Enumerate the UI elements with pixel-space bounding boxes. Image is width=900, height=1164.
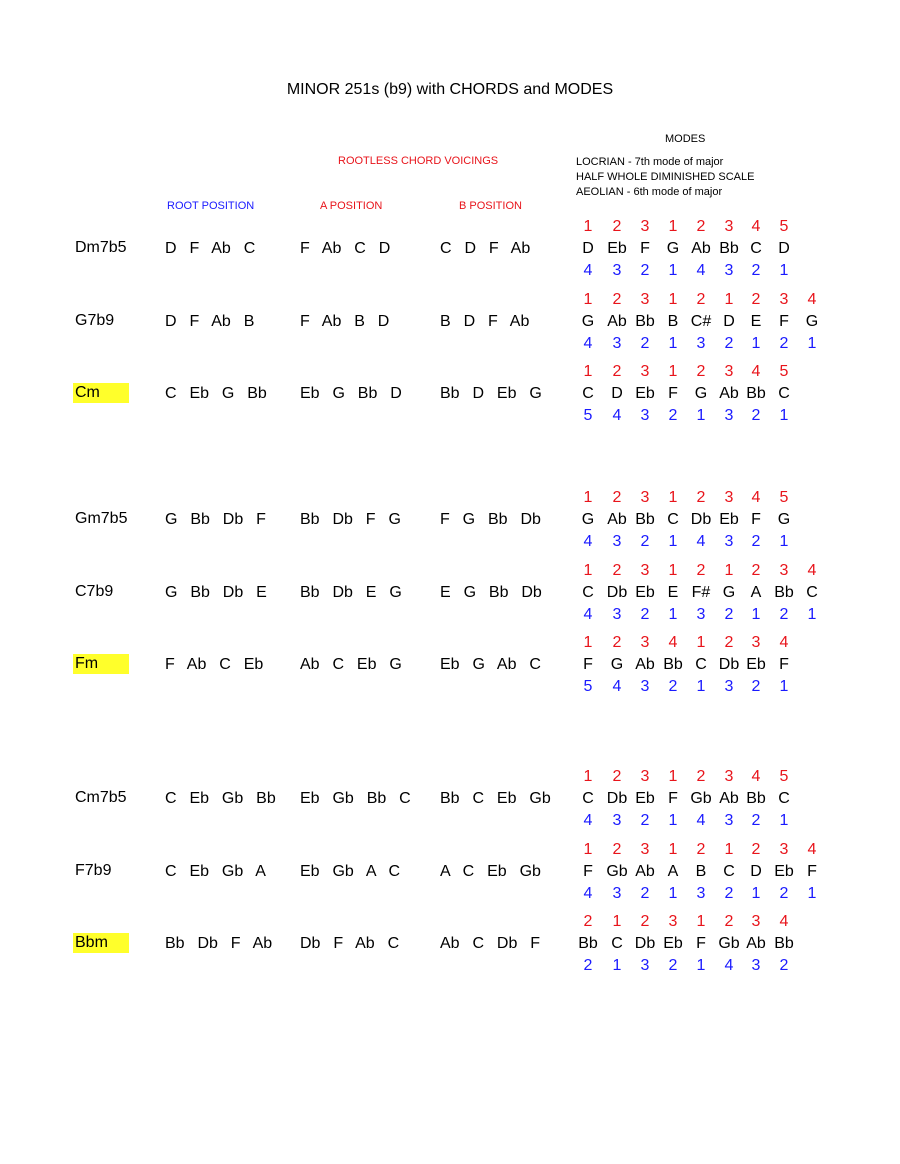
scale-degree: 1: [668, 218, 678, 235]
scale-degree: 2: [751, 562, 761, 579]
finger-number: 1: [779, 407, 789, 424]
scale-degree: 3: [640, 363, 650, 380]
scale-degree: 3: [640, 562, 650, 579]
mode-note: G: [666, 240, 680, 257]
scale-degree: 1: [583, 634, 593, 651]
mode-note: F: [779, 656, 789, 673]
scale-degree: 3: [640, 634, 650, 651]
b-position-voicing: Bb D Eb G: [440, 385, 542, 402]
root-position-voicing: G Bb Db F: [165, 511, 266, 528]
scale-degree: 3: [724, 363, 734, 380]
mode-note: B: [695, 863, 707, 880]
finger-number: 1: [751, 335, 761, 352]
finger-number: 4: [724, 957, 734, 974]
a-position-voicing: Bb Db F G: [300, 511, 401, 528]
mode-note: F: [583, 863, 593, 880]
finger-number: 3: [696, 335, 706, 352]
finger-number: 1: [696, 407, 706, 424]
finger-number: 5: [583, 407, 593, 424]
chord-name: Fm: [73, 654, 129, 674]
mode-note: Eb: [719, 511, 739, 528]
scale-degree: 2: [612, 562, 622, 579]
a-position-voicing: Db F Ab C: [300, 935, 400, 952]
a-position-voicing: F Ab C D: [300, 240, 391, 257]
mode-note: C: [611, 935, 623, 952]
scale-degree: 2: [583, 913, 593, 930]
finger-number: 2: [724, 606, 734, 623]
finger-number: 3: [724, 812, 734, 829]
mode-note: F: [640, 240, 650, 257]
finger-number: 4: [583, 533, 593, 550]
finger-number: 2: [640, 533, 650, 550]
finger-number: 3: [751, 957, 761, 974]
mode-note: Bb: [719, 240, 739, 257]
scale-degree: 2: [612, 841, 622, 858]
b-position-voicing: E G Bb Db: [440, 584, 542, 601]
scale-degree: 5: [779, 363, 789, 380]
finger-number: 3: [612, 606, 622, 623]
chord-name: Cm7b5: [75, 789, 127, 806]
finger-number: 2: [583, 957, 593, 974]
finger-number: 1: [668, 812, 678, 829]
root-position-voicing: C Eb Gb A: [165, 863, 266, 880]
scale-degree: 2: [640, 913, 650, 930]
finger-number: 4: [583, 606, 593, 623]
mode-note: F: [807, 863, 817, 880]
scale-degree: 2: [724, 634, 734, 651]
finger-number: 2: [640, 812, 650, 829]
scale-degree: 2: [696, 489, 706, 506]
chord-name: Dm7b5: [75, 239, 127, 256]
mode-note: Gb: [690, 790, 712, 807]
scale-degree: 2: [612, 218, 622, 235]
mode-note: Ab: [607, 313, 627, 330]
mode-note: F: [779, 313, 789, 330]
scale-degree: 1: [583, 218, 593, 235]
mode-note: C: [695, 656, 707, 673]
mode-note: Bb: [746, 385, 766, 402]
scale-degree: 2: [696, 768, 706, 785]
mode-note: F: [668, 790, 678, 807]
chord-name: F7b9: [75, 862, 112, 879]
chord-name: Gm7b5: [75, 510, 128, 527]
finger-number: 1: [779, 262, 789, 279]
scale-degree: 2: [751, 291, 761, 308]
root-position-voicing: D F Ab B: [165, 313, 255, 330]
mode-note: Db: [606, 584, 628, 601]
mode-note: D: [778, 240, 790, 257]
scale-degree: 2: [696, 218, 706, 235]
mode-note: E: [750, 313, 762, 330]
scale-degree: 3: [640, 218, 650, 235]
root-position-header: ROOT POSITION: [167, 200, 255, 212]
finger-number: 4: [583, 262, 593, 279]
mode-note: C: [778, 790, 790, 807]
chord-name: Bbm: [73, 933, 129, 953]
b-position-voicing: C D F Ab: [440, 240, 531, 257]
scale-degree: 2: [612, 363, 622, 380]
finger-number: 3: [640, 407, 650, 424]
mode-note: C#: [690, 313, 712, 330]
scale-degree: 3: [751, 913, 761, 930]
finger-number: 2: [640, 606, 650, 623]
mode-note: A: [750, 584, 762, 601]
scale-degree: 1: [696, 634, 706, 651]
finger-number: 2: [724, 885, 734, 902]
scale-degree: 1: [668, 291, 678, 308]
scale-degree: 1: [583, 489, 593, 506]
scale-degree: 3: [640, 768, 650, 785]
mode-note: Bb: [774, 935, 794, 952]
root-position-voicing: G Bb Db E: [165, 584, 267, 601]
scale-degree: 1: [583, 562, 593, 579]
mode-note: Bb: [635, 511, 655, 528]
a-position-voicing: Ab C Eb G: [300, 656, 402, 673]
finger-number: 2: [668, 957, 678, 974]
b-position-voicing: Eb G Ab C: [440, 656, 541, 673]
mode-note-half-whole: HALF WHOLE DIMINISHED SCALE: [576, 171, 755, 183]
finger-number: 3: [612, 262, 622, 279]
mode-note: C: [723, 863, 735, 880]
finger-number: 3: [724, 407, 734, 424]
scale-degree: 2: [696, 841, 706, 858]
finger-number: 1: [751, 606, 761, 623]
mode-note: G: [581, 511, 595, 528]
mode-note: Ab: [635, 656, 655, 673]
mode-note: Bb: [578, 935, 598, 952]
b-position-voicing: B D F Ab: [440, 313, 530, 330]
mode-note: Eb: [635, 584, 655, 601]
chord-name: G7b9: [75, 312, 115, 329]
scale-degree: 2: [696, 291, 706, 308]
finger-number: 3: [640, 957, 650, 974]
finger-number: 2: [751, 262, 761, 279]
scale-degree: 1: [668, 562, 678, 579]
b-position-header: B POSITION: [459, 200, 522, 212]
scale-degree: 3: [668, 913, 678, 930]
scale-degree: 1: [668, 489, 678, 506]
mode-note: Bb: [635, 313, 655, 330]
scale-degree: 5: [779, 489, 789, 506]
mode-note: C: [778, 385, 790, 402]
finger-number: 1: [779, 678, 789, 695]
finger-number: 5: [583, 678, 593, 695]
scale-degree: 1: [583, 841, 593, 858]
scale-degree: 4: [807, 562, 817, 579]
mode-note: Eb: [663, 935, 683, 952]
scale-degree: 2: [612, 489, 622, 506]
finger-number: 1: [668, 885, 678, 902]
finger-number: 1: [612, 957, 622, 974]
finger-number: 1: [668, 606, 678, 623]
scale-degree: 3: [779, 291, 789, 308]
scale-degree: 2: [696, 562, 706, 579]
finger-number: 3: [724, 262, 734, 279]
finger-number: 2: [751, 812, 761, 829]
scale-degree: 5: [779, 218, 789, 235]
finger-number: 4: [612, 678, 622, 695]
scale-degree: 3: [751, 634, 761, 651]
scale-degree: 4: [779, 913, 789, 930]
finger-number: 2: [779, 957, 789, 974]
finger-number: 3: [612, 885, 622, 902]
finger-number: 3: [612, 335, 622, 352]
a-position-voicing: Eb G Bb D: [300, 385, 402, 402]
finger-number: 3: [696, 606, 706, 623]
finger-number: 3: [724, 678, 734, 695]
a-position-voicing: Bb Db E G: [300, 584, 402, 601]
mode-note: G: [610, 656, 624, 673]
scale-degree: 2: [612, 291, 622, 308]
scale-degree: 1: [668, 363, 678, 380]
scale-degree: 3: [640, 841, 650, 858]
mode-note: G: [805, 313, 819, 330]
root-position-voicing: F Ab C Eb: [165, 656, 264, 673]
b-position-voicing: Ab C Db F: [440, 935, 541, 952]
scale-degree: 4: [751, 218, 761, 235]
b-position-voicing: Bb C Eb Gb: [440, 790, 551, 807]
mode-note: Db: [718, 656, 740, 673]
mode-note: F: [751, 511, 761, 528]
mode-note: Ab: [719, 385, 739, 402]
mode-note: Ab: [607, 511, 627, 528]
a-position-voicing: F Ab B D: [300, 313, 390, 330]
mode-note: C: [582, 790, 594, 807]
finger-number: 1: [696, 678, 706, 695]
finger-number: 2: [640, 885, 650, 902]
scale-degree: 3: [779, 841, 789, 858]
mode-note: Ab: [719, 790, 739, 807]
mode-note: Bb: [663, 656, 683, 673]
mode-note: E: [667, 584, 679, 601]
mode-note: C: [582, 385, 594, 402]
mode-note: Eb: [635, 790, 655, 807]
finger-number: 2: [779, 335, 789, 352]
mode-note: B: [667, 313, 679, 330]
finger-number: 3: [724, 533, 734, 550]
mode-note: Bb: [774, 584, 794, 601]
scale-degree: 3: [640, 291, 650, 308]
finger-number: 1: [807, 885, 817, 902]
a-position-voicing: Eb Gb A C: [300, 863, 401, 880]
mode-note: G: [777, 511, 791, 528]
finger-number: 4: [583, 335, 593, 352]
mode-note: Bb: [746, 790, 766, 807]
mode-note: Db: [606, 790, 628, 807]
finger-number: 2: [640, 262, 650, 279]
mode-note: Eb: [607, 240, 627, 257]
finger-number: 3: [612, 533, 622, 550]
scale-degree: 3: [724, 489, 734, 506]
mode-note: Eb: [746, 656, 766, 673]
rootless-voicings-header: ROOTLESS CHORD VOICINGS: [338, 155, 499, 167]
mode-note: F: [668, 385, 678, 402]
scale-degree: 2: [612, 634, 622, 651]
root-position-voicing: Bb Db F Ab: [165, 935, 273, 952]
scale-degree: 1: [724, 562, 734, 579]
finger-number: 2: [751, 533, 761, 550]
mode-note: D: [750, 863, 762, 880]
chord-name: Cm: [73, 383, 129, 403]
mode-note: G: [722, 584, 736, 601]
finger-number: 1: [807, 606, 817, 623]
finger-number: 1: [779, 812, 789, 829]
finger-number: 4: [696, 812, 706, 829]
mode-note: C: [667, 511, 679, 528]
finger-number: 1: [668, 533, 678, 550]
scale-degree: 4: [751, 768, 761, 785]
mode-note: Ab: [691, 240, 711, 257]
finger-number: 1: [668, 262, 678, 279]
mode-note: Db: [634, 935, 656, 952]
scale-degree: 3: [724, 768, 734, 785]
root-position-voicing: C Eb G Bb: [165, 385, 267, 402]
finger-number: 4: [696, 262, 706, 279]
mode-note: Ab: [746, 935, 766, 952]
scale-degree: 4: [751, 363, 761, 380]
scale-degree: 1: [583, 363, 593, 380]
mode-note: D: [611, 385, 623, 402]
scale-degree: 4: [807, 291, 817, 308]
mode-note: C: [750, 240, 762, 257]
mode-note: Gb: [606, 863, 628, 880]
scale-degree: 4: [807, 841, 817, 858]
mode-note: Db: [690, 511, 712, 528]
finger-number: 1: [668, 335, 678, 352]
root-position-voicing: C Eb Gb Bb: [165, 790, 276, 807]
finger-number: 1: [696, 957, 706, 974]
b-position-voicing: F G Bb Db: [440, 511, 541, 528]
mode-note: G: [581, 313, 595, 330]
finger-number: 2: [724, 335, 734, 352]
finger-number: 3: [640, 678, 650, 695]
mode-note: D: [582, 240, 594, 257]
scale-degree: 3: [724, 218, 734, 235]
b-position-voicing: A C Eb Gb: [440, 863, 541, 880]
finger-number: 1: [807, 335, 817, 352]
scale-degree: 1: [668, 841, 678, 858]
mode-note-locrian: LOCRIAN - 7th mode of major: [576, 156, 724, 168]
scale-degree: 5: [779, 768, 789, 785]
a-position-header: A POSITION: [320, 200, 383, 212]
scale-degree: 2: [724, 913, 734, 930]
chord-name: C7b9: [75, 583, 114, 600]
finger-number: 1: [751, 885, 761, 902]
root-position-voicing: D F Ab C: [165, 240, 256, 257]
finger-number: 2: [779, 606, 789, 623]
scale-degree: 3: [640, 489, 650, 506]
finger-number: 2: [640, 335, 650, 352]
mode-note: A: [667, 863, 679, 880]
mode-note: C: [806, 584, 818, 601]
scale-degree: 2: [612, 768, 622, 785]
finger-number: 2: [751, 678, 761, 695]
scale-degree: 1: [583, 291, 593, 308]
finger-number: 2: [751, 407, 761, 424]
scale-degree: 1: [696, 913, 706, 930]
scale-degree: 4: [668, 634, 678, 651]
scale-degree: 1: [583, 768, 593, 785]
finger-number: 1: [779, 533, 789, 550]
mode-note: F: [696, 935, 706, 952]
mode-note: F: [583, 656, 593, 673]
mode-note: Eb: [774, 863, 794, 880]
page-title: MINOR 251s (b9) with CHORDS and MODES: [286, 81, 614, 98]
mode-note: Gb: [718, 935, 740, 952]
scale-degree: 1: [724, 841, 734, 858]
scale-degree: 1: [612, 913, 622, 930]
a-position-voicing: Eb Gb Bb C: [300, 790, 411, 807]
scale-degree: 2: [751, 841, 761, 858]
finger-number: 2: [668, 407, 678, 424]
mode-note: C: [582, 584, 594, 601]
mode-note: G: [694, 385, 708, 402]
scale-degree: 1: [668, 768, 678, 785]
modes-header: MODES: [665, 133, 706, 145]
finger-number: 4: [583, 885, 593, 902]
finger-number: 2: [779, 885, 789, 902]
finger-number: 2: [668, 678, 678, 695]
scale-degree: 1: [724, 291, 734, 308]
finger-number: 3: [612, 812, 622, 829]
finger-number: 4: [583, 812, 593, 829]
scale-degree: 4: [779, 634, 789, 651]
scale-degree: 4: [751, 489, 761, 506]
mode-note: F#: [691, 584, 711, 601]
mode-note: Ab: [635, 863, 655, 880]
mode-note-aeolian: AEOLIAN - 6th mode of major: [576, 186, 723, 198]
finger-number: 3: [696, 885, 706, 902]
mode-note: Eb: [635, 385, 655, 402]
finger-number: 4: [612, 407, 622, 424]
scale-degree: 3: [779, 562, 789, 579]
mode-note: D: [723, 313, 735, 330]
scale-degree: 2: [696, 363, 706, 380]
finger-number: 4: [696, 533, 706, 550]
